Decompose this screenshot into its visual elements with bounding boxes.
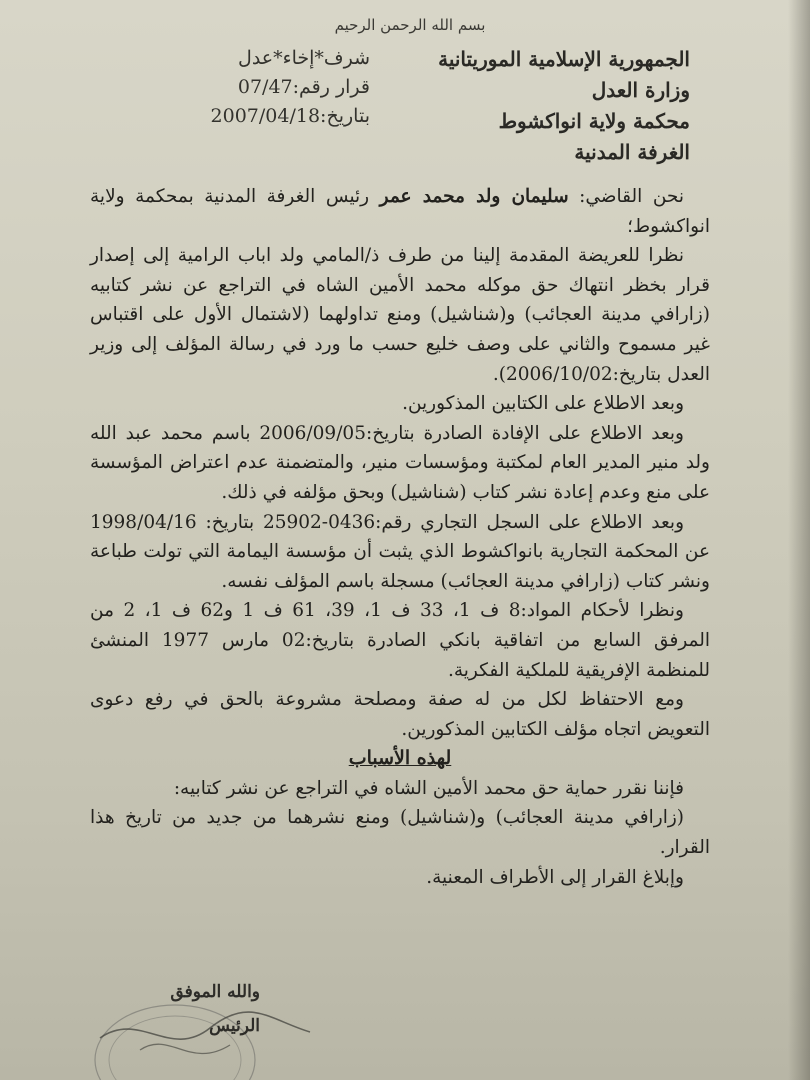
review-books-paragraph: وبعد الاطلاع على الكتابين المذكورين. <box>402 393 684 415</box>
judge-name: سليمان ولد محمد عمر <box>379 186 569 207</box>
judge-paragraph <box>90 182 710 241</box>
judge-suffix: رئيس الغرفة المدنية بمحكمة ولاية انواكشوط؛ <box>90 186 710 237</box>
section-title: لهذه الأسباب <box>348 747 452 770</box>
ministry-name: وزارة العدل <box>591 78 690 102</box>
country-name: الجمهورية الإسلامية الموريتانية <box>438 47 690 71</box>
decision-date: بتاريخ:2007/04/18 <box>210 105 370 127</box>
decision-header <box>150 44 370 131</box>
publisher-statement-paragraph: وبعد الاطلاع على الإفادة الصادرة بتاريخ:2006/09/05 باسم محمد عبد الله ولد منير المدير العام لمكتبة ومؤسسات منير، والمتضمنة عدم اعتراض المؤسسة على منع وعدم إعادة نشر كتاب (شناشيل) وبحق مؤلفه في ذلك. <box>90 422 710 503</box>
signature-stroke-2 <box>140 1044 230 1053</box>
commercial-register-paragraph: وبعد الاطلاع على السجل التجاري رقم:0436-25902 بتاريخ: 1998/04/16 عن المحكمة التجارية بانواكشوط الذي يثبت أن مؤسسة اليمامة التي تولت طباعة ونشر كتاب (زارافي مدينة العجائب) مسجلة باسم المؤلف نفسه. <box>90 511 710 592</box>
court-name: محكمة ولاية انواكشوط <box>498 109 690 133</box>
closing-phrase: والله الموفق <box>170 982 260 1002</box>
petition-paragraph: نظرا للعريضة المقدمة إلينا من طرف ذ/المامي ولد اباب الرامية إلى إصدار قرار بخظر انتهاك حق موكله محمد الأمين الشاه في التراجع عن نشر كتابيه (زارافي مدينة العجائب) و(شناشيل) ومنع تداولهما (لاشتمال الأول على اقتباس غير مسموح والثاني على وصف خليع حسب ما ورد في رسالة المؤلف إلى وزير العدل بتاريخ:2006/10/02). <box>90 245 710 385</box>
chamber-name: الغرفة المدنية <box>574 140 690 164</box>
ruling-books-paragraph: (زارافي مدينة العجائب) و(شناشيل) ومنع نشرهما من جديد من تاريخ هذا القرار. <box>90 807 710 859</box>
page-edge-shadow <box>788 0 810 1080</box>
national-motto: شرف*إخاء*عدل <box>238 47 370 69</box>
signature-block <box>110 975 260 1043</box>
legal-articles-paragraph: ونظرا لأحكام المواد:8 ف 1، 33 ف 1، 39، 61 ف 1 و62 ف 1، 2 من المرفق السابع من اتفاقية بانكي الصادرة بتاريخ:02 مارس 1977 المنشئ للمنظمة الإفريقية للملكية الفكرية. <box>90 600 711 681</box>
judge-prefix: نحن القاضي: <box>568 186 684 207</box>
decision-body <box>90 182 710 892</box>
ruling-paragraph: فإننا نقرر حماية حق محمد الأمين الشاه في التراجع عن نشر كتابيه: <box>173 777 684 799</box>
basmala: بسم الله الرحمن الرحيم <box>334 16 486 34</box>
notification-paragraph: وإبلاغ القرار إلى الأطراف المعنية. <box>426 866 684 888</box>
decision-number: قرار رقم:07/47 <box>237 76 370 98</box>
signer-title: الرئيس <box>209 1016 260 1036</box>
reservation-paragraph: ومع الاحتفاظ لكل من له صفة ومصلحة مشروعة بالحق في رفع دعوى التعويض اتجاه مؤلف الكتابين المذكورين. <box>90 689 710 740</box>
institution-header <box>430 44 690 168</box>
